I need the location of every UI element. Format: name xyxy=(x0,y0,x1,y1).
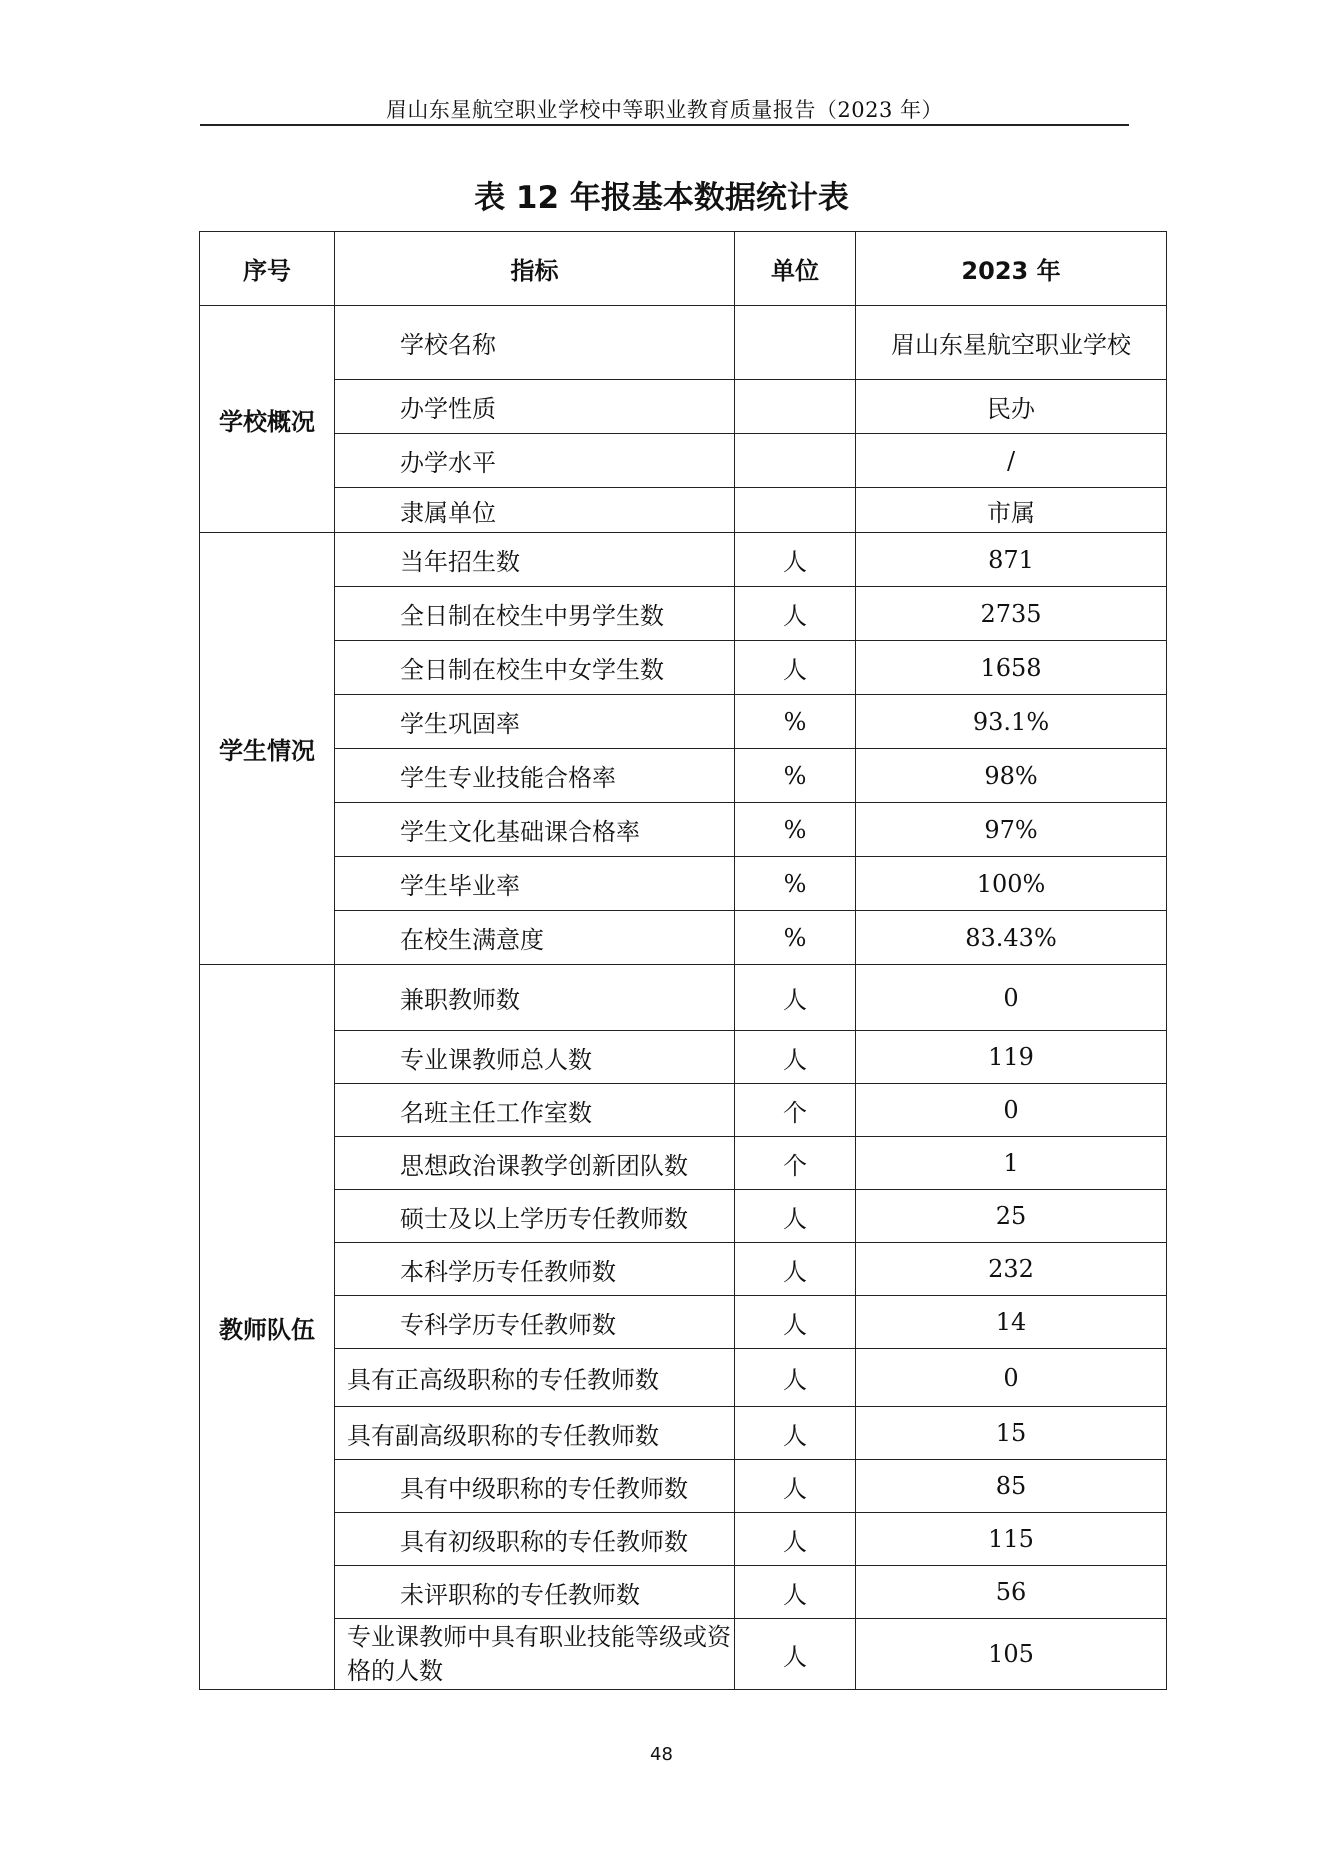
column-header-year: 2023 年 xyxy=(856,232,1167,306)
indicator-cell: 具有中级职称的专任教师数 xyxy=(335,1460,735,1513)
indicator-cell: 学校名称 xyxy=(335,306,735,380)
table-row xyxy=(200,803,1167,857)
unit-cell: 人 xyxy=(735,587,856,641)
table-row xyxy=(200,965,1167,1031)
table-row xyxy=(200,911,1167,965)
table-row xyxy=(200,749,1167,803)
value-cell: / xyxy=(856,434,1167,488)
value-cell: 98% xyxy=(856,749,1167,803)
table-row xyxy=(200,380,1167,434)
indicator-cell: 当年招生数 xyxy=(335,533,735,587)
unit-cell: % xyxy=(735,749,856,803)
unit-cell: % xyxy=(735,857,856,911)
indicator-cell: 隶属单位 xyxy=(335,488,735,533)
unit-cell: 人 xyxy=(735,1190,856,1243)
indicator-cell: 名班主任工作室数 xyxy=(335,1084,735,1137)
value-cell: 0 xyxy=(856,965,1167,1031)
value-cell: 56 xyxy=(856,1566,1167,1619)
statistics-table xyxy=(199,231,1167,1690)
indicator-cell: 全日制在校生中男学生数 xyxy=(335,587,735,641)
unit-cell: % xyxy=(735,911,856,965)
table-row xyxy=(200,533,1167,587)
unit-cell: 人 xyxy=(735,1619,856,1690)
indicator-cell: 学生毕业率 xyxy=(335,857,735,911)
indicator-cell: 办学水平 xyxy=(335,434,735,488)
page-header: 眉山东星航空职业学校中等职业教育质量报告（2023 年） xyxy=(385,98,944,122)
value-cell: 100% xyxy=(856,857,1167,911)
value-cell: 0 xyxy=(856,1349,1167,1407)
indicator-cell: 本科学历专任教师数 xyxy=(335,1243,735,1296)
value-cell: 232 xyxy=(856,1243,1167,1296)
value-cell: 14 xyxy=(856,1296,1167,1349)
unit-cell: 个 xyxy=(735,1084,856,1137)
value-cell: 871 xyxy=(856,533,1167,587)
indicator-cell: 兼职教师数 xyxy=(335,965,735,1031)
value-cell: 83.43% xyxy=(856,911,1167,965)
table-row xyxy=(200,1296,1167,1349)
value-cell: 眉山东星航空职业学校 xyxy=(856,306,1167,380)
table-row xyxy=(200,587,1167,641)
unit-cell: 人 xyxy=(735,1566,856,1619)
table-row xyxy=(200,434,1167,488)
value-cell: 115 xyxy=(856,1513,1167,1566)
unit-cell: 个 xyxy=(735,1137,856,1190)
column-header-unit: 单位 xyxy=(735,232,856,306)
indicator-cell: 硕士及以上学历专任教师数 xyxy=(335,1190,735,1243)
unit-cell: 人 xyxy=(735,1407,856,1460)
indicator-cell: 在校生满意度 xyxy=(335,911,735,965)
group-label: 学校概况 xyxy=(200,306,335,533)
indicator-cell: 具有正高级职称的专任教师数 xyxy=(335,1349,735,1407)
table-row xyxy=(200,1031,1167,1084)
table-body xyxy=(200,306,1167,1690)
group-label: 学生情况 xyxy=(200,533,335,965)
group-label: 教师队伍 xyxy=(200,965,335,1690)
table-header-row xyxy=(200,232,1167,306)
unit-cell xyxy=(735,488,856,533)
value-cell: 2735 xyxy=(856,587,1167,641)
indicator-cell: 专科学历专任教师数 xyxy=(335,1296,735,1349)
value-cell: 105 xyxy=(856,1619,1167,1690)
table-row xyxy=(200,1513,1167,1566)
indicator-cell: 全日制在校生中女学生数 xyxy=(335,641,735,695)
unit-cell: 人 xyxy=(735,1031,856,1084)
column-header-index: 序号 xyxy=(200,232,335,306)
indicator-cell: 学生巩固率 xyxy=(335,695,735,749)
table-row xyxy=(200,1566,1167,1619)
indicator-cell: 专业课教师总人数 xyxy=(335,1031,735,1084)
unit-cell: 人 xyxy=(735,641,856,695)
indicator-cell: 思想政治课教学创新团队数 xyxy=(335,1137,735,1190)
value-cell: 1 xyxy=(856,1137,1167,1190)
unit-cell xyxy=(735,434,856,488)
indicator-cell: 专业课教师中具有职业技能等级或资格的人数 xyxy=(335,1619,735,1690)
unit-cell xyxy=(735,306,856,380)
table-title: 表 12 年报基本数据统计表 xyxy=(474,180,849,216)
unit-cell: 人 xyxy=(735,965,856,1031)
column-header-indicator: 指标 xyxy=(335,232,735,306)
table-row xyxy=(200,1137,1167,1190)
value-cell: 民办 xyxy=(856,380,1167,434)
table-row xyxy=(200,488,1167,533)
unit-cell: 人 xyxy=(735,1243,856,1296)
value-cell: 25 xyxy=(856,1190,1167,1243)
unit-cell: % xyxy=(735,803,856,857)
table-row xyxy=(200,1349,1167,1407)
value-cell: 93.1% xyxy=(856,695,1167,749)
value-cell: 1658 xyxy=(856,641,1167,695)
indicator-cell: 学生专业技能合格率 xyxy=(335,749,735,803)
header-rule xyxy=(200,124,1129,126)
table-row xyxy=(200,1084,1167,1137)
indicator-cell: 具有副高级职称的专任教师数 xyxy=(335,1407,735,1460)
table-row xyxy=(200,1243,1167,1296)
indicator-cell: 未评职称的专任教师数 xyxy=(335,1566,735,1619)
table-row xyxy=(200,641,1167,695)
unit-cell: 人 xyxy=(735,533,856,587)
value-cell: 市属 xyxy=(856,488,1167,533)
table-row xyxy=(200,857,1167,911)
indicator-cell: 学生文化基础课合格率 xyxy=(335,803,735,857)
value-cell: 97% xyxy=(856,803,1167,857)
table-row xyxy=(200,1190,1167,1243)
table-row xyxy=(200,306,1167,380)
table-row xyxy=(200,1619,1167,1690)
value-cell: 15 xyxy=(856,1407,1167,1460)
table-row xyxy=(200,695,1167,749)
indicator-cell: 具有初级职称的专任教师数 xyxy=(335,1513,735,1566)
indicator-cell: 办学性质 xyxy=(335,380,735,434)
table-row xyxy=(200,1460,1167,1513)
page-number: 48 xyxy=(650,1744,673,1765)
value-cell: 85 xyxy=(856,1460,1167,1513)
unit-cell: 人 xyxy=(735,1349,856,1407)
value-cell: 0 xyxy=(856,1084,1167,1137)
unit-cell xyxy=(735,380,856,434)
unit-cell: 人 xyxy=(735,1460,856,1513)
unit-cell: 人 xyxy=(735,1296,856,1349)
table-row xyxy=(200,1407,1167,1460)
value-cell: 119 xyxy=(856,1031,1167,1084)
unit-cell: % xyxy=(735,695,856,749)
unit-cell: 人 xyxy=(735,1513,856,1566)
